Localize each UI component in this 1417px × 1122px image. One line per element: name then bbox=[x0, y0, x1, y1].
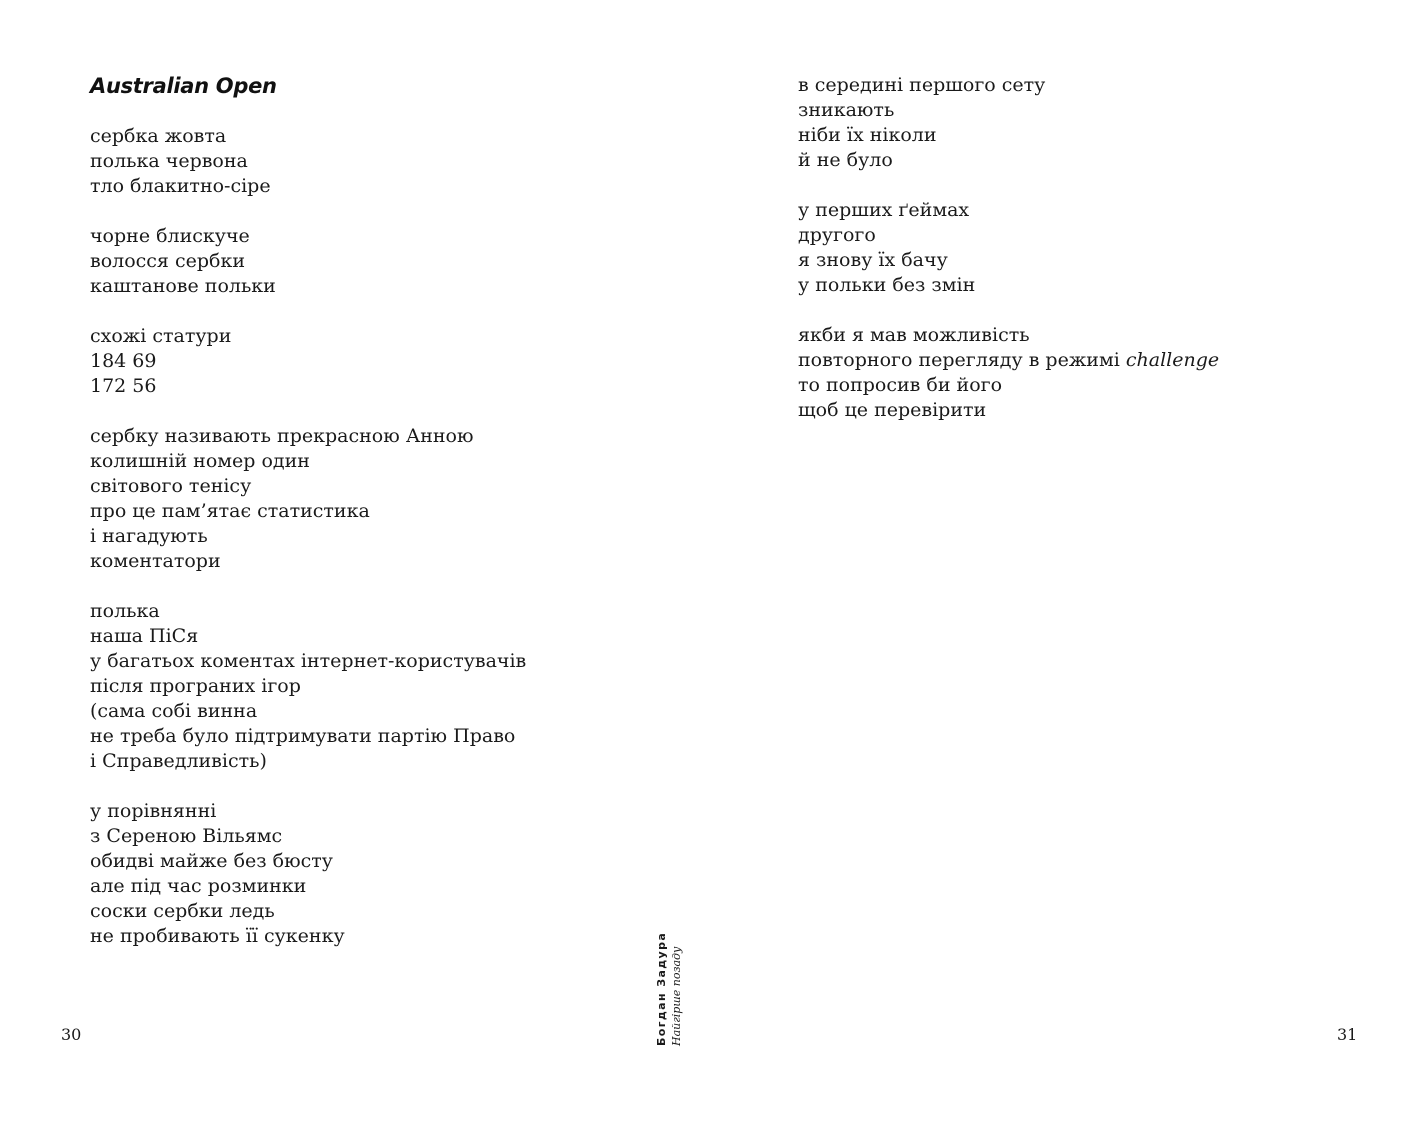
poem-line: 184 69 bbox=[90, 350, 157, 372]
poem-line: не треба було підтримувати партію Право bbox=[90, 725, 516, 747]
stanza bbox=[798, 198, 1358, 298]
poem-line: наша ПіСя bbox=[90, 625, 199, 647]
poem-line: про це пам’ятає статистика bbox=[90, 500, 370, 522]
italic-term: challenge bbox=[1125, 349, 1220, 371]
poem-line: чорне блискуче bbox=[90, 225, 250, 247]
poem-line: у польки без змін bbox=[798, 274, 976, 296]
right-page-text bbox=[798, 73, 1358, 448]
poem-line: я знову їх бачу bbox=[798, 249, 948, 271]
poem-line: другого bbox=[798, 224, 876, 246]
poem-line: каштанове польки bbox=[90, 275, 276, 297]
poem-line: волосся сербки bbox=[90, 250, 245, 272]
poem-line: (сама собі винна bbox=[90, 700, 258, 722]
poem-line: й не було bbox=[798, 149, 893, 171]
poem-line: сербка жовта bbox=[90, 125, 227, 147]
stanza bbox=[90, 124, 650, 199]
poem-line: не пробивають її сукенку bbox=[90, 925, 345, 947]
poem-line: після програних ігор bbox=[90, 675, 301, 697]
left-page-text bbox=[90, 124, 650, 974]
poem-line: сербку називають прекрасною Анною bbox=[90, 425, 474, 447]
poem-line: то попросив би його bbox=[798, 374, 1003, 396]
poem-line: тло блакитно-сіре bbox=[90, 175, 271, 197]
stanza bbox=[798, 73, 1358, 173]
stanza bbox=[90, 224, 650, 299]
poem-line: схожі статури bbox=[90, 325, 232, 347]
poem-line: коментатори bbox=[90, 550, 221, 572]
poem-title: Australian Open bbox=[90, 74, 277, 98]
poem-line-text: повторного перегляду в режимі bbox=[798, 349, 1126, 371]
poem-line: і Справедливість) bbox=[90, 750, 267, 772]
stanza bbox=[90, 599, 650, 774]
running-book-title: Найгірше позаду bbox=[670, 946, 683, 1046]
poem-line: зникають bbox=[798, 99, 895, 121]
poem-line: ніби їх ніколи bbox=[798, 124, 937, 146]
stanza bbox=[798, 323, 1358, 423]
poem-line: колишній номер один bbox=[90, 450, 310, 472]
poem-line: у перших ґеймах bbox=[798, 199, 970, 221]
poem-line: соски сербки ледь bbox=[90, 900, 275, 922]
stanza bbox=[90, 424, 650, 574]
poem-line: 172 56 bbox=[90, 375, 157, 397]
stanza bbox=[90, 324, 650, 399]
stanza bbox=[90, 799, 650, 949]
poem-line: полька bbox=[90, 600, 160, 622]
poem-line: з Сереною Вільямс bbox=[90, 825, 283, 847]
running-author: Богдан Задура bbox=[655, 931, 668, 1046]
poem-line: якби я мав можливість bbox=[798, 324, 1030, 346]
running-footer bbox=[655, 932, 684, 1046]
poem-line: у порівнянні bbox=[90, 800, 217, 822]
poem-line: щоб це перевірити bbox=[798, 399, 987, 421]
poem-line: але під час розминки bbox=[90, 875, 307, 897]
poem-line bbox=[798, 348, 1358, 373]
poem-line: і нагадують bbox=[90, 525, 208, 547]
page-number-left: 30 bbox=[61, 1025, 82, 1044]
poem-line: в середині першого сету bbox=[798, 74, 1046, 96]
poem-line: світового тенісу bbox=[90, 475, 252, 497]
page-number-right: 31 bbox=[1337, 1025, 1358, 1044]
poem-line: полька червона bbox=[90, 150, 248, 172]
poem-line: обидві майже без бюсту bbox=[90, 850, 333, 872]
poem-line: у багатьох коментах інтернет-користувачів bbox=[90, 650, 527, 672]
